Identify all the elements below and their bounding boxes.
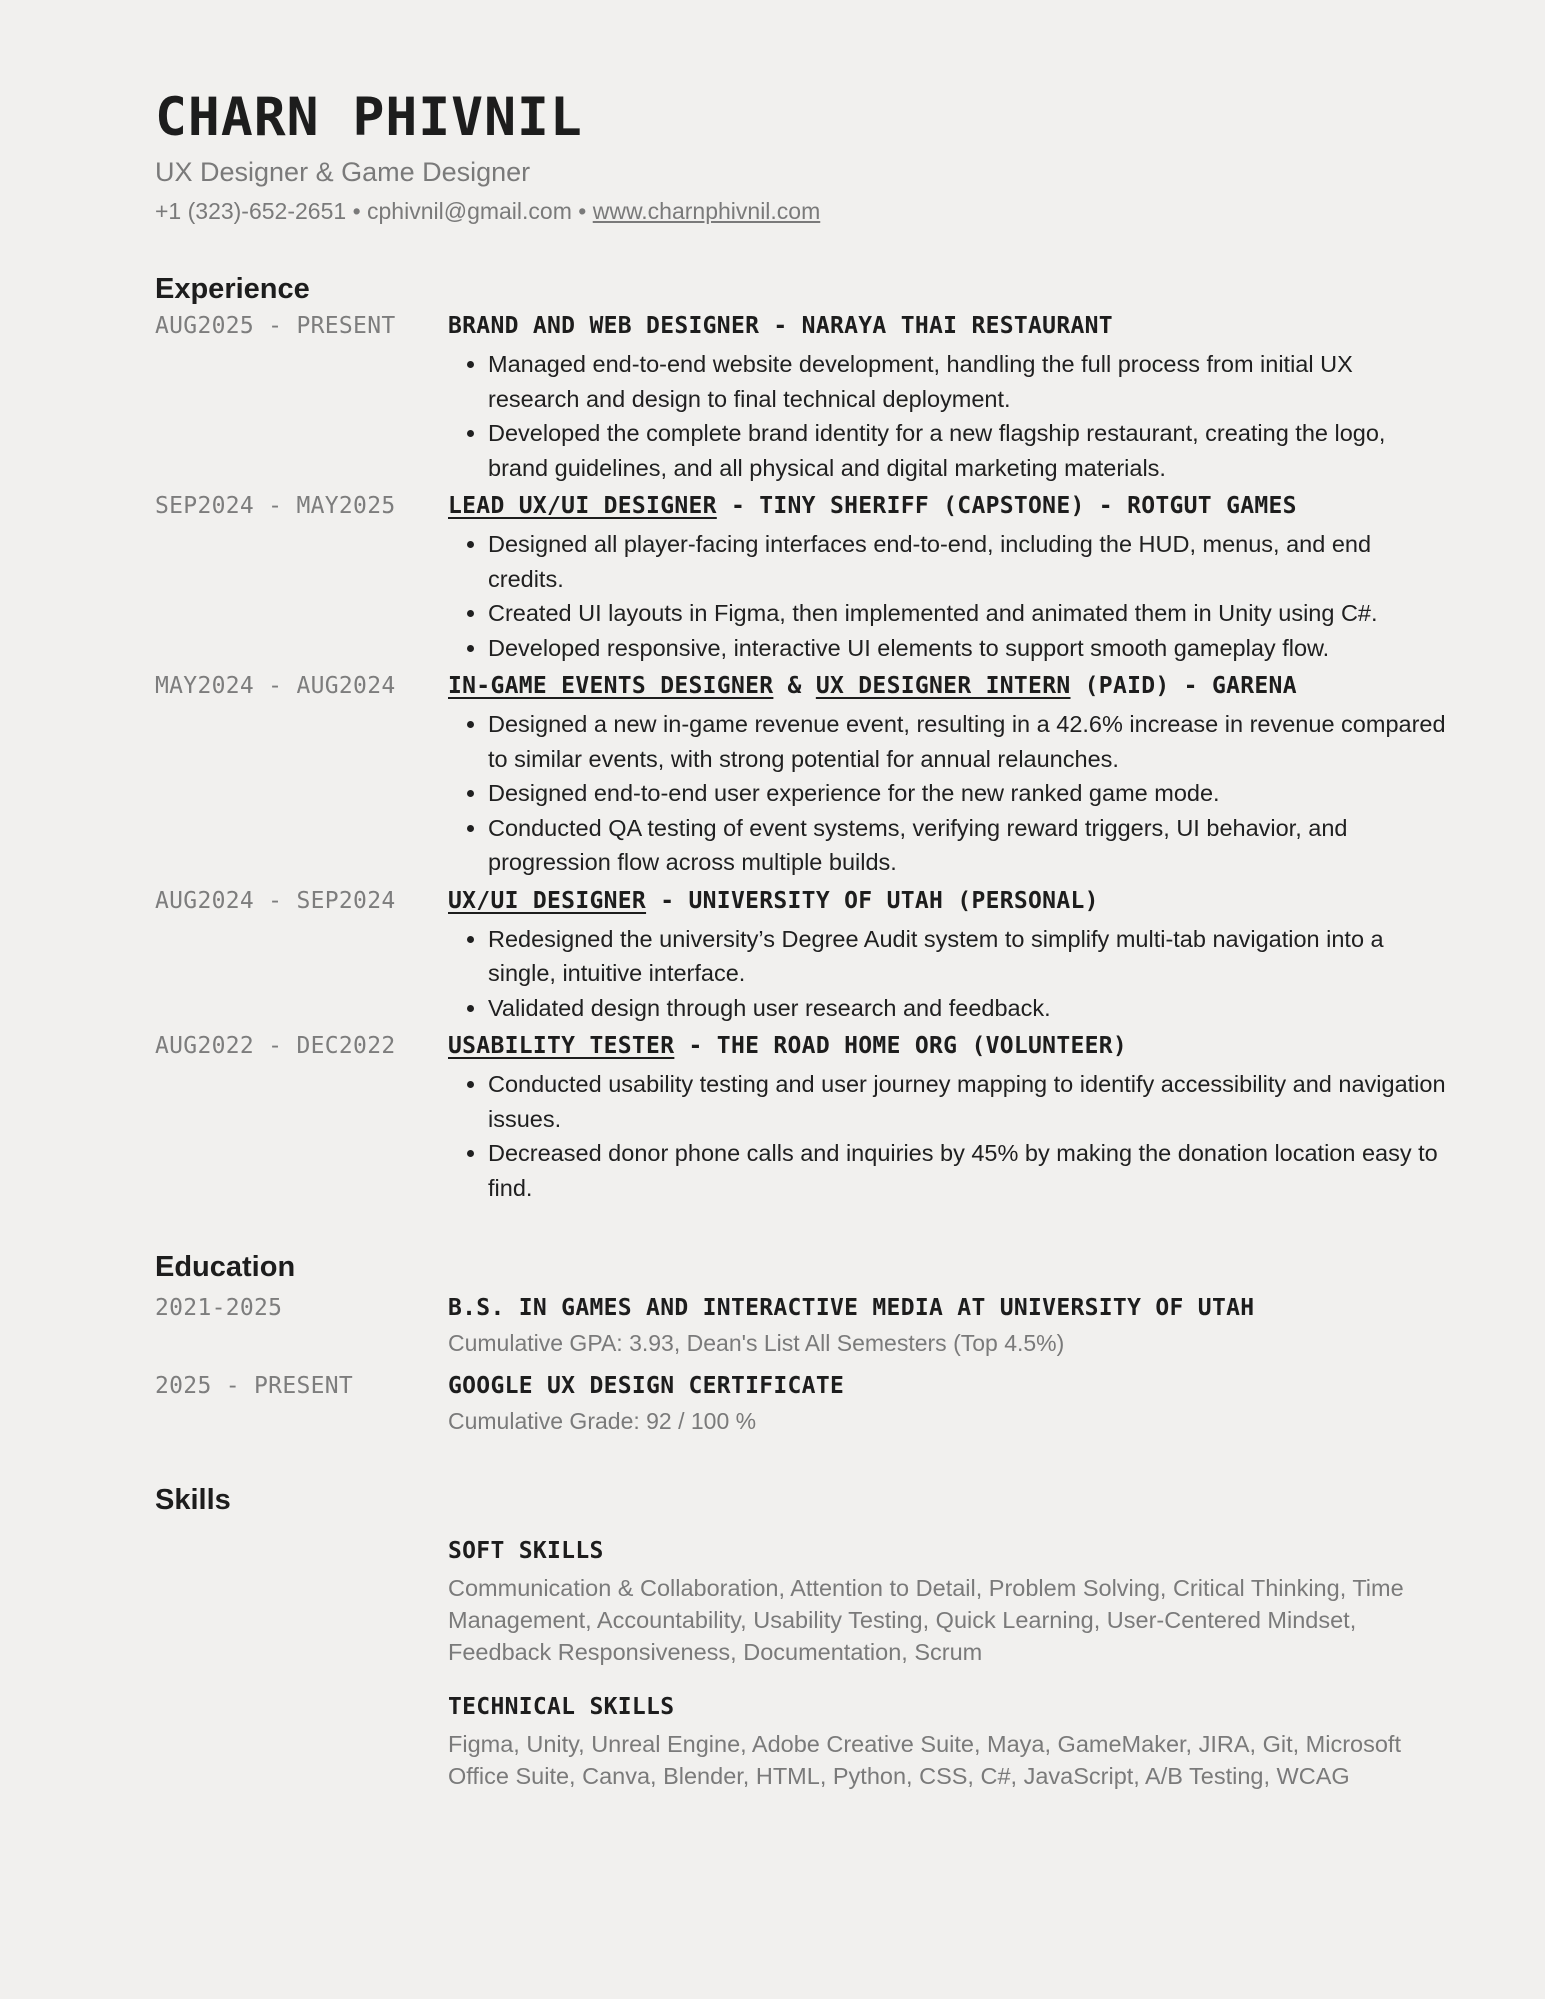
- skills-heading: Skills: [155, 1484, 231, 1516]
- job-title: [448, 309, 1538, 343]
- job-title-joiner: &: [773, 673, 816, 699]
- separator-dot: •: [578, 198, 587, 224]
- soft-skills-block: [448, 1534, 1408, 1668]
- education-detail: Cumulative GPA: 3.93, Dean's List All Semesters (Top 4.5%): [448, 1330, 1065, 1356]
- job-date: MAY2024 - AUG2024: [155, 673, 396, 699]
- job-content: [448, 884, 1538, 1030]
- education-content: [448, 1369, 1538, 1439]
- bullet-item: • Developed responsive, interactive UI elements to support smooth gameplay flow.: [488, 631, 1448, 666]
- job-entry: [155, 1029, 1545, 1209]
- candidate-name: CHARN PHIVNIL: [155, 87, 583, 148]
- job-content: [448, 669, 1538, 884]
- contact-line: [155, 194, 1545, 228]
- education-date: 2025 - PRESENT: [155, 1373, 354, 1399]
- soft-skills-text: Communication & Collaboration, Attention to Detail, Problem Solving, Critical Thinking, Time Management, Accountability, Usability Testing, Quick Learning, User-Centered Mindset, Feedback Responsiveness, Documentation, Scrum: [448, 1575, 1404, 1665]
- job-bullets: [448, 1067, 1448, 1205]
- bullet-item: • Validated design through user research and feedback.: [488, 991, 1448, 1026]
- bullet-item: • Conducted usability testing and user journey mapping to identify accessibility and navigation issues.: [488, 1067, 1448, 1136]
- bullet-item: • Designed end-to-end user experience for the new ranked game mode.: [488, 776, 1448, 811]
- job-title-text: - THE ROAD HOME ORG (VOLUNTEER): [674, 1033, 1128, 1059]
- email-address: cphivnil@gmail.com: [367, 198, 572, 224]
- job-entry: [155, 669, 1545, 884]
- education-date: 2021-2025: [155, 1295, 283, 1321]
- job-role-secondary: UX DESIGNER INTERN: [815, 673, 1071, 699]
- job-role: USABILITY TESTER: [448, 1033, 675, 1059]
- job-date: AUG2025 - PRESENT: [155, 313, 396, 339]
- job-content: [448, 489, 1538, 669]
- job-title-text: BRAND AND WEB DESIGNER - NARAYA THAI RESTAURANT: [448, 313, 1113, 339]
- job-date: AUG2022 - DEC2022: [155, 1033, 396, 1059]
- job-entry: [155, 884, 1545, 1030]
- job-bullets: [448, 347, 1448, 485]
- education-content: [448, 1291, 1538, 1361]
- bullet-item: • Conducted QA testing of event systems, verifying reward triggers, UI behavior, and progression flow across multiple builds.: [488, 811, 1448, 880]
- website-link[interactable]: www.charnphivnil.com: [592, 198, 821, 224]
- job-title: [448, 1029, 1538, 1063]
- job-role: UX/UI DESIGNER: [448, 887, 647, 914]
- candidate-subtitle: UX Designer & Game Designer: [155, 157, 531, 187]
- job-title-text: (PAID) - GARENA: [1070, 673, 1297, 699]
- job-bullets: [448, 527, 1448, 665]
- job-role: LEAD UX/UI DESIGNER: [448, 493, 717, 519]
- job-role: IN-GAME EVENTS DESIGNER: [448, 673, 774, 699]
- bullet-item: • Designed a new in-game revenue event, resulting in a 42.6% increase in revenue compared to similar events, with strong potential for annual relaunches.: [488, 707, 1448, 776]
- job-date: AUG2024 - SEP2024: [155, 887, 396, 914]
- job-title-text: - UNIVERSITY OF UTAH (PERSONAL): [646, 887, 1099, 914]
- bullet-item: • Managed end-to-end website development, handling the full process from initial UX research and design to final technical deployment.: [488, 347, 1448, 416]
- technical-skills-text: Figma, Unity, Unreal Engine, Adobe Creative Suite, Maya, GameMaker, JIRA, Git, Microsoft Office Suite, Canva, Blender, HTML, Python, CSS, C#, JavaScript, A/B Testing, WCAG: [448, 1731, 1401, 1789]
- education-degree: B.S. IN GAMES AND INTERACTIVE MEDIA AT UNIVERSITY OF UTAH: [448, 1295, 1255, 1321]
- education-entry: [155, 1369, 1545, 1439]
- bullet-item: • Decreased donor phone calls and inquiries by 45% by making the donation location easy to find.: [488, 1136, 1448, 1205]
- job-entry: [155, 489, 1545, 669]
- job-bullets: [448, 922, 1448, 1026]
- technical-skills-title: TECHNICAL SKILLS: [448, 1694, 675, 1720]
- education-heading: Education: [155, 1251, 296, 1283]
- education-detail: Cumulative Grade: 92 / 100 %: [448, 1408, 757, 1434]
- phone-number: +1 (323)-652-2651: [155, 198, 347, 224]
- bullet-item: • Redesigned the university’s Degree Audit system to simplify multi-tab navigation into a single, intuitive interface.: [488, 922, 1448, 991]
- education-entry: [155, 1291, 1545, 1361]
- job-content: [448, 1029, 1538, 1209]
- job-entry: [155, 309, 1545, 489]
- job-content: [448, 309, 1538, 489]
- job-title: [448, 669, 1538, 703]
- job-title-text: - TINY SHERIFF (CAPSTONE) - ROTGUT GAMES: [716, 493, 1297, 519]
- bullet-item: • Developed the complete brand identity for a new flagship restaurant, creating the logo, brand guidelines, and all physical and digital marketing materials.: [488, 416, 1448, 485]
- separator-dot: •: [352, 198, 361, 224]
- bullet-item: • Designed all player-facing interfaces end-to-end, including the HUD, menus, and end credits.: [488, 527, 1448, 596]
- soft-skills-title: SOFT SKILLS: [448, 1538, 604, 1564]
- education-degree: GOOGLE UX DESIGN CERTIFICATE: [448, 1373, 845, 1399]
- job-date: SEP2024 - MAY2025: [155, 493, 396, 519]
- technical-skills-block: [448, 1690, 1408, 1792]
- job-bullets: [448, 707, 1448, 880]
- bullet-item: • Created UI layouts in Figma, then implemented and animated them in Unity using C#.: [488, 596, 1448, 631]
- job-title: [448, 884, 1538, 918]
- experience-heading: Experience: [155, 273, 310, 305]
- job-title: [448, 489, 1538, 523]
